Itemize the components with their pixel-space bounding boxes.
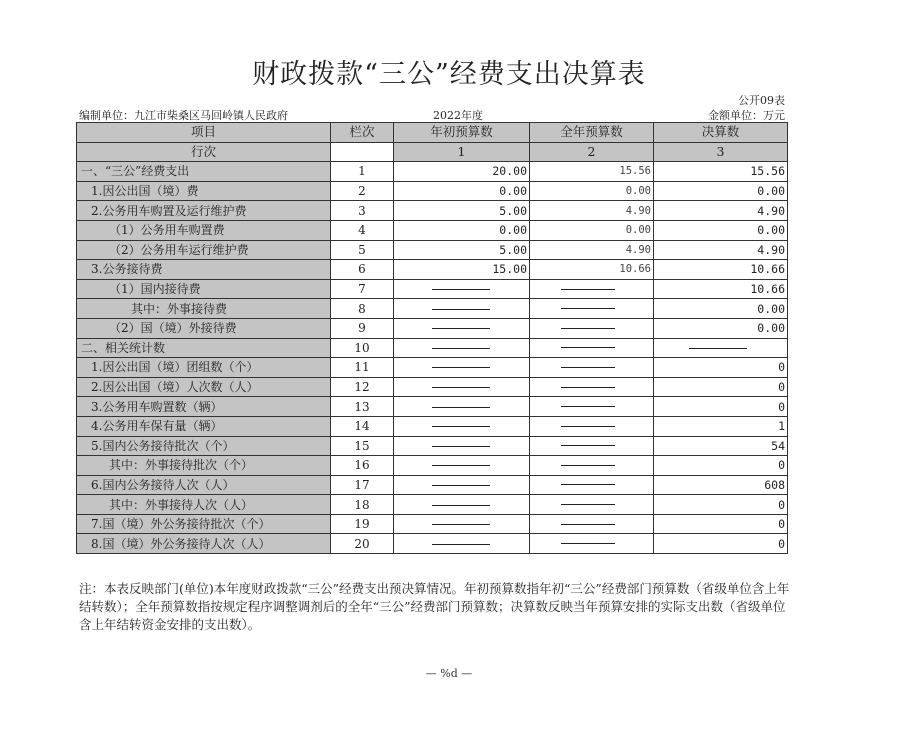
subheader-col-1: 1 bbox=[394, 142, 530, 162]
table-row bbox=[77, 534, 788, 554]
na-dash bbox=[432, 387, 490, 388]
na-dash bbox=[432, 465, 490, 466]
cell-final: 0 bbox=[654, 397, 788, 417]
na-dash bbox=[689, 348, 747, 349]
cell-full-na bbox=[530, 416, 654, 436]
subheader-blank bbox=[331, 142, 394, 162]
table-row bbox=[77, 377, 788, 397]
cell-final: 0.00 bbox=[654, 181, 788, 201]
header-final-account: 决算数 bbox=[654, 123, 788, 143]
row-item-label: 其中：外事接待费 bbox=[77, 299, 331, 319]
cell-full-na bbox=[530, 299, 654, 319]
table-row bbox=[77, 338, 788, 358]
row-item-label: 3.公务接待费 bbox=[77, 260, 331, 280]
na-dash bbox=[561, 367, 615, 368]
row-item-label: 5.国内公务接待批次（个） bbox=[77, 436, 331, 456]
na-dash bbox=[432, 328, 490, 329]
cell-full-na bbox=[530, 456, 654, 476]
row-number: 18 bbox=[331, 495, 394, 515]
row-number: 12 bbox=[331, 377, 394, 397]
na-dash bbox=[561, 347, 615, 348]
table-row bbox=[77, 318, 788, 338]
na-dash bbox=[432, 348, 490, 349]
na-dash bbox=[561, 328, 615, 329]
cell-full: 15.56 bbox=[530, 162, 654, 182]
footnote: 注：本表反映部门(单位)本年度财政拨款“三公”经费支出预决算情况。年初预算数指年初“三公”经费部门预算数（省级单位含上年结转数）；全年预算数指按规定程序调整调剂后的全年“三公”经费部门预算数；决算数反映当年预算安排的实际支出数（省级单位含上年结转资金安排的支出数）。 bbox=[79, 581, 790, 632]
row-item-label: 3.公务用车购置数（辆） bbox=[77, 397, 331, 417]
table-row bbox=[77, 397, 788, 417]
na-dash bbox=[561, 406, 615, 407]
na-dash bbox=[432, 289, 490, 290]
page-title: 财政拨款“三公”经费支出决算表 bbox=[252, 59, 646, 90]
cell-full-na bbox=[530, 318, 654, 338]
cell-initial-na bbox=[394, 495, 530, 515]
row-number: 5 bbox=[331, 240, 394, 260]
table-row bbox=[77, 495, 788, 515]
row-item-label: （2）公务用车运行维护费 bbox=[77, 240, 331, 260]
cell-final: 0 bbox=[654, 456, 788, 476]
table-row bbox=[77, 514, 788, 534]
cell-final: 4.90 bbox=[654, 240, 788, 260]
row-number: 7 bbox=[331, 279, 394, 299]
row-item-label: 2.公务用车购置及运行维护费 bbox=[77, 201, 331, 221]
na-dash bbox=[432, 367, 490, 368]
cell-initial-na bbox=[394, 279, 530, 299]
cell-full-na bbox=[530, 338, 654, 358]
cell-full-na bbox=[530, 436, 654, 456]
subheader-row-index: 行次 bbox=[77, 142, 331, 162]
cell-full-na bbox=[530, 475, 654, 495]
na-dash bbox=[561, 465, 615, 466]
row-number: 6 bbox=[331, 260, 394, 280]
row-number: 19 bbox=[331, 514, 394, 534]
na-dash bbox=[432, 544, 490, 545]
na-dash bbox=[432, 505, 490, 506]
row-number: 4 bbox=[331, 220, 394, 240]
na-dash bbox=[432, 524, 490, 525]
table-row bbox=[77, 475, 788, 495]
cell-initial-na bbox=[394, 456, 530, 476]
row-number: 15 bbox=[331, 436, 394, 456]
subheader-col-2: 2 bbox=[530, 142, 654, 162]
cell-full-na bbox=[530, 397, 654, 417]
cell-initial-na bbox=[394, 475, 530, 495]
row-number: 2 bbox=[331, 181, 394, 201]
cell-initial-na bbox=[394, 534, 530, 554]
cell-final: 0.00 bbox=[654, 299, 788, 319]
cell-final: 10.66 bbox=[654, 279, 788, 299]
cell-initial-na bbox=[394, 299, 530, 319]
cell-final: 0 bbox=[654, 495, 788, 515]
na-dash bbox=[561, 387, 615, 388]
row-item-label: 其中：外事接待批次（个） bbox=[77, 456, 331, 476]
cell-full: 4.90 bbox=[530, 240, 654, 260]
row-item-label: 1.因公出国（境）团组数（个） bbox=[77, 358, 331, 378]
cell-full-na bbox=[530, 495, 654, 515]
row-item-label: 8.国（境）外公务接待人次（人） bbox=[77, 534, 331, 554]
row-number: 3 bbox=[331, 201, 394, 221]
table-row bbox=[77, 299, 788, 319]
row-number: 17 bbox=[331, 475, 394, 495]
cell-initial-na bbox=[394, 416, 530, 436]
cell-initial-na bbox=[394, 514, 530, 534]
cell-initial-na bbox=[394, 377, 530, 397]
cell-full-na bbox=[530, 279, 654, 299]
cell-full: 10.66 bbox=[530, 260, 654, 280]
header-full-budget: 全年预算数 bbox=[530, 123, 654, 143]
cell-final-na bbox=[654, 338, 788, 358]
header-item: 项目 bbox=[77, 123, 331, 143]
row-number: 20 bbox=[331, 534, 394, 554]
cell-initial-na bbox=[394, 318, 530, 338]
table-row bbox=[77, 436, 788, 456]
cell-initial-na bbox=[394, 397, 530, 417]
table-row bbox=[77, 358, 788, 378]
cell-final: 15.56 bbox=[654, 162, 788, 182]
fiscal-year: 2022年度 bbox=[433, 109, 483, 122]
cell-initial-na bbox=[394, 358, 530, 378]
row-number: 1 bbox=[331, 162, 394, 182]
header-initial-budget: 年初预算数 bbox=[394, 123, 530, 143]
row-item-label: 4.公务用车保有量（辆） bbox=[77, 416, 331, 436]
cell-initial: 0.00 bbox=[394, 181, 530, 201]
cell-full: 0.00 bbox=[530, 220, 654, 240]
cell-initial-na bbox=[394, 338, 530, 358]
cell-final: 54 bbox=[654, 436, 788, 456]
row-number: 8 bbox=[331, 299, 394, 319]
cell-initial: 15.00 bbox=[394, 260, 530, 280]
cell-initial-na bbox=[394, 436, 530, 456]
cell-final: 0 bbox=[654, 514, 788, 534]
table-subheader-row bbox=[77, 142, 788, 162]
table-row bbox=[77, 162, 788, 182]
row-item-label: 一、“三公”经费支出 bbox=[77, 162, 331, 182]
row-item-label: 7.国（境）外公务接待批次（个） bbox=[77, 514, 331, 534]
cell-final: 0.00 bbox=[654, 318, 788, 338]
na-dash bbox=[561, 524, 615, 525]
na-dash bbox=[561, 426, 615, 427]
cell-full-na bbox=[530, 514, 654, 534]
cell-final: 4.90 bbox=[654, 201, 788, 221]
table-row bbox=[77, 240, 788, 260]
expenditure-table bbox=[76, 122, 788, 554]
subheader-col-3: 3 bbox=[654, 142, 788, 162]
na-dash bbox=[432, 309, 490, 310]
cell-final: 10.66 bbox=[654, 260, 788, 280]
table-row bbox=[77, 201, 788, 221]
cell-final: 0.00 bbox=[654, 220, 788, 240]
row-item-label: 2.因公出国（境）人次数（人） bbox=[77, 377, 331, 397]
money-unit: 金额单位：万元 bbox=[708, 109, 785, 122]
na-dash bbox=[561, 504, 615, 505]
cell-full: 4.90 bbox=[530, 201, 654, 221]
cell-initial: 5.00 bbox=[394, 201, 530, 221]
cell-final: 0 bbox=[654, 377, 788, 397]
row-number: 9 bbox=[331, 318, 394, 338]
na-dash bbox=[561, 308, 615, 309]
na-dash bbox=[432, 426, 490, 427]
cell-final: 608 bbox=[654, 475, 788, 495]
table-row bbox=[77, 220, 788, 240]
cell-full-na bbox=[530, 534, 654, 554]
cell-full-na bbox=[530, 377, 654, 397]
table-row bbox=[77, 416, 788, 436]
compiling-unit: 编制单位：九江市柴桑区马回岭镇人民政府 bbox=[79, 109, 288, 122]
cell-full-na bbox=[530, 358, 654, 378]
cell-initial: 0.00 bbox=[394, 220, 530, 240]
header-col-no: 栏次 bbox=[331, 123, 394, 143]
row-item-label: 其中：外事接待人次（人） bbox=[77, 495, 331, 515]
na-dash bbox=[561, 289, 615, 290]
row-item-label: （1）国内接待费 bbox=[77, 279, 331, 299]
na-dash bbox=[561, 543, 615, 544]
cell-full: 0.00 bbox=[530, 181, 654, 201]
row-item-label: 6.国内公务接待人次（人） bbox=[77, 475, 331, 495]
cell-final: 0 bbox=[654, 534, 788, 554]
cell-initial: 5.00 bbox=[394, 240, 530, 260]
page-number: — %d — bbox=[425, 667, 473, 680]
row-number: 11 bbox=[331, 358, 394, 378]
na-dash bbox=[432, 407, 490, 408]
table-row bbox=[77, 456, 788, 476]
form-number: 公开09表 bbox=[738, 94, 785, 107]
table-row bbox=[77, 279, 788, 299]
row-item-label: 1.因公出国（境）费 bbox=[77, 181, 331, 201]
na-dash bbox=[432, 446, 490, 447]
row-number: 10 bbox=[331, 338, 394, 358]
na-dash bbox=[561, 445, 615, 446]
cell-initial: 20.00 bbox=[394, 162, 530, 182]
cell-final: 1 bbox=[654, 416, 788, 436]
table-row bbox=[77, 260, 788, 280]
cell-final: 0 bbox=[654, 358, 788, 378]
row-item-label: （1）公务用车购置费 bbox=[77, 220, 331, 240]
row-item-label: 二、相关统计数 bbox=[77, 338, 331, 358]
na-dash bbox=[432, 485, 490, 486]
table-header-row bbox=[77, 123, 788, 143]
table-row bbox=[77, 181, 788, 201]
row-number: 14 bbox=[331, 416, 394, 436]
row-number: 13 bbox=[331, 397, 394, 417]
row-item-label: （2）国（境）外接待费 bbox=[77, 318, 331, 338]
na-dash bbox=[561, 484, 615, 485]
row-number: 16 bbox=[331, 456, 394, 476]
